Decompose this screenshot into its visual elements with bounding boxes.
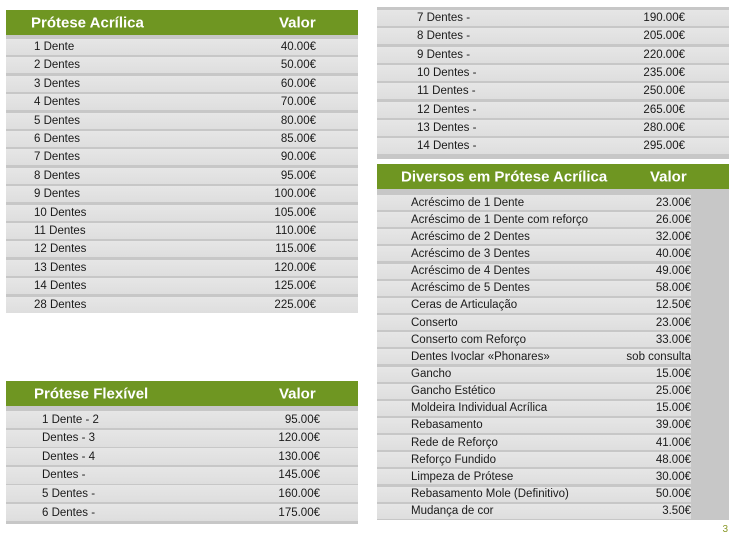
row-name: Mudança de cor	[411, 505, 494, 518]
table-row	[377, 120, 729, 136]
row-value: 23.00€	[655, 196, 691, 209]
row-name: Rebasamento	[411, 419, 483, 432]
row-value: 33.00€	[655, 333, 691, 346]
table-row	[6, 168, 358, 184]
row-name: Gancho Estético	[411, 385, 496, 398]
row-name: 11 Dentes -	[417, 85, 476, 98]
row-value: 26.00€	[655, 213, 691, 226]
row-value: 110.00€	[275, 225, 316, 237]
flexivel-value-header: Valor	[279, 385, 316, 402]
table-row	[6, 448, 358, 465]
row-name: Acréscimo de 4 Dentes	[411, 265, 530, 278]
table-row	[6, 131, 358, 147]
row-value: 3.50€	[662, 505, 691, 518]
row-name: Rede de Reforço	[411, 436, 498, 449]
row-value: 25.00€	[655, 385, 691, 398]
row-value: 120.00€	[278, 432, 320, 445]
table-row	[6, 223, 358, 239]
diversos-title: Diversos em Prótese Acrílica	[401, 168, 608, 185]
table-row	[377, 504, 691, 519]
row-name: 4 Dentes	[34, 96, 81, 109]
flexivel-table	[6, 406, 358, 524]
table-row	[6, 430, 358, 447]
row-value: 23.00€	[655, 316, 691, 329]
row-value: 70.00€	[280, 96, 316, 109]
row-name: 8 Dentes -	[417, 30, 471, 43]
row-value: 160.00€	[278, 487, 320, 500]
table-row	[6, 485, 358, 502]
flexivel-title: Prótese Flexível	[34, 385, 149, 402]
row-value: 32.00€	[655, 230, 691, 243]
table-row	[377, 469, 691, 484]
row-value: 41.00€	[655, 436, 691, 449]
row-name: Dentes - 3	[42, 432, 96, 445]
row-value: 30.00€	[655, 470, 691, 483]
row-value: 105.00€	[274, 206, 316, 219]
row-name: 6 Dentes -	[42, 506, 96, 519]
row-name: 7 Dentes	[34, 151, 81, 164]
row-name: 12 Dentes	[34, 243, 87, 256]
table-row	[377, 418, 691, 433]
row-value: 130.00€	[278, 450, 320, 463]
row-name: 5 Dentes	[34, 114, 81, 127]
table-row	[377, 229, 691, 244]
row-value: 225.00€	[274, 298, 316, 311]
table-row	[6, 241, 358, 257]
table-row	[377, 264, 691, 279]
row-value: 175.00€	[278, 506, 320, 519]
row-value: 295.00€	[643, 140, 685, 153]
row-name: 5 Dentes -	[42, 487, 96, 500]
row-name: Moldeira Individual Acrílica	[411, 402, 548, 415]
row-name: 1 Dente - 2	[42, 413, 99, 426]
table-row	[377, 102, 729, 118]
row-value: 145.00€	[278, 469, 320, 482]
table-row	[377, 246, 691, 261]
table-row	[6, 297, 358, 313]
row-name: 14 Dentes	[34, 280, 87, 293]
table-row	[377, 10, 729, 26]
table-row	[6, 260, 358, 276]
row-name: 14 Dentes -	[417, 140, 477, 153]
table-row	[6, 39, 358, 55]
table-row	[377, 195, 691, 210]
row-value: 190.00€	[643, 12, 685, 24]
row-name: 1 Dente	[34, 41, 75, 53]
row-name: Acréscimo de 1 Dente com reforço	[411, 213, 589, 226]
table-row	[6, 57, 358, 73]
row-value: 100.00€	[274, 188, 316, 201]
row-name: 6 Dentes	[34, 133, 81, 145]
row-value: 95.00€	[284, 413, 320, 426]
flexivel-continued-table	[377, 7, 729, 159]
row-name: 3 Dentes	[34, 77, 81, 90]
table-row	[6, 205, 358, 221]
table-row	[377, 281, 691, 296]
row-value: 50.00€	[655, 488, 691, 501]
table-row	[6, 149, 358, 165]
acrilica-header	[6, 10, 358, 35]
row-value: 265.00€	[643, 103, 685, 116]
row-value: 250.00€	[643, 85, 685, 98]
table-row	[377, 65, 729, 81]
row-value: 40.00€	[655, 247, 691, 260]
table-row	[377, 298, 691, 313]
row-value: 49.00€	[655, 265, 691, 278]
table-row	[377, 401, 691, 416]
row-name: Ceras de Articulação	[411, 299, 518, 312]
row-value: 80.00€	[280, 114, 316, 127]
row-name: Gancho	[411, 368, 452, 380]
row-value: 39.00€	[655, 419, 691, 432]
table-row	[377, 349, 691, 364]
table-row	[377, 452, 691, 467]
row-name: 7 Dentes -	[417, 12, 471, 24]
row-name: Dentes - 4	[42, 450, 96, 463]
row-value: 40.00€	[280, 41, 316, 53]
row-name: 13 Dentes	[34, 261, 87, 274]
row-value: 15.00€	[655, 402, 691, 415]
table-row	[6, 113, 358, 129]
table-row	[6, 278, 358, 294]
table-row	[6, 411, 358, 428]
row-name: 10 Dentes -	[417, 66, 477, 79]
table-row	[6, 467, 358, 484]
row-name: 9 Dentes -	[417, 48, 471, 61]
table-row	[377, 384, 691, 399]
page-number: 3	[722, 524, 728, 535]
row-value: 125.00€	[274, 280, 316, 293]
row-value: 15.00€	[655, 368, 691, 380]
table-row	[6, 94, 358, 110]
table-row	[377, 367, 691, 382]
row-value: 235.00€	[643, 66, 685, 79]
row-value: 120.00€	[274, 261, 316, 274]
row-name: Acréscimo de 3 Dentes	[411, 247, 530, 260]
table-row	[377, 315, 691, 330]
row-name: Conserto	[411, 316, 458, 329]
table-row	[377, 212, 691, 227]
row-value: 90.00€	[280, 151, 316, 164]
row-name: Acréscimo de 2 Dentes	[411, 230, 530, 243]
row-name: Acréscimo de 5 Dentes	[411, 282, 530, 295]
row-value: 220.00€	[643, 48, 685, 61]
acrilica-title: Prótese Acrílica	[31, 14, 144, 31]
row-name: 2 Dentes	[34, 59, 81, 72]
row-value: sob consulta	[626, 350, 691, 363]
row-value: 50.00€	[280, 59, 316, 72]
row-name: Reforço Fundido	[411, 453, 497, 466]
row-value: 205.00€	[643, 30, 685, 43]
row-value: 95.00€	[280, 169, 316, 182]
acrilica-table	[6, 35, 358, 313]
row-name: 11 Dentes	[34, 225, 86, 237]
flexivel-header	[6, 381, 358, 406]
table-row	[377, 487, 691, 502]
diversos-value-header: Valor	[650, 168, 687, 185]
row-name: Acréscimo de 1 Dente	[411, 196, 525, 209]
row-name: 13 Dentes -	[417, 121, 477, 134]
row-value: 115.00€	[275, 243, 316, 256]
table-row	[377, 332, 691, 347]
table-row	[377, 47, 729, 63]
row-name: Limpeza de Prótese	[411, 470, 514, 483]
row-value: 58.00€	[655, 282, 691, 295]
table-row	[377, 435, 691, 450]
row-value: 48.00€	[655, 453, 691, 466]
diversos-table	[377, 189, 729, 520]
table-row	[6, 76, 358, 92]
acrilica-value-header: Valor	[279, 14, 316, 31]
table-row	[377, 83, 729, 99]
row-name: Rebasamento Mole (Definitivo)	[411, 488, 569, 501]
row-name: Dentes Ivoclar «Phonares»	[411, 350, 550, 363]
row-name: 12 Dentes -	[417, 103, 477, 116]
row-value: 60.00€	[280, 77, 316, 90]
row-name: 28 Dentes	[34, 298, 87, 311]
table-row	[377, 28, 729, 44]
row-name: 10 Dentes	[34, 206, 87, 219]
table-row	[6, 504, 358, 521]
row-value: 280.00€	[643, 121, 685, 134]
row-name: Dentes -	[42, 469, 86, 482]
row-name: 9 Dentes	[34, 188, 81, 201]
row-value: 12.50€	[655, 299, 691, 312]
table-row	[377, 138, 729, 154]
row-value: 85.00€	[280, 133, 316, 145]
row-name: 8 Dentes	[34, 169, 81, 182]
table-row	[6, 186, 358, 202]
diversos-header	[377, 164, 729, 189]
row-name: Conserto com Reforço	[411, 333, 527, 346]
